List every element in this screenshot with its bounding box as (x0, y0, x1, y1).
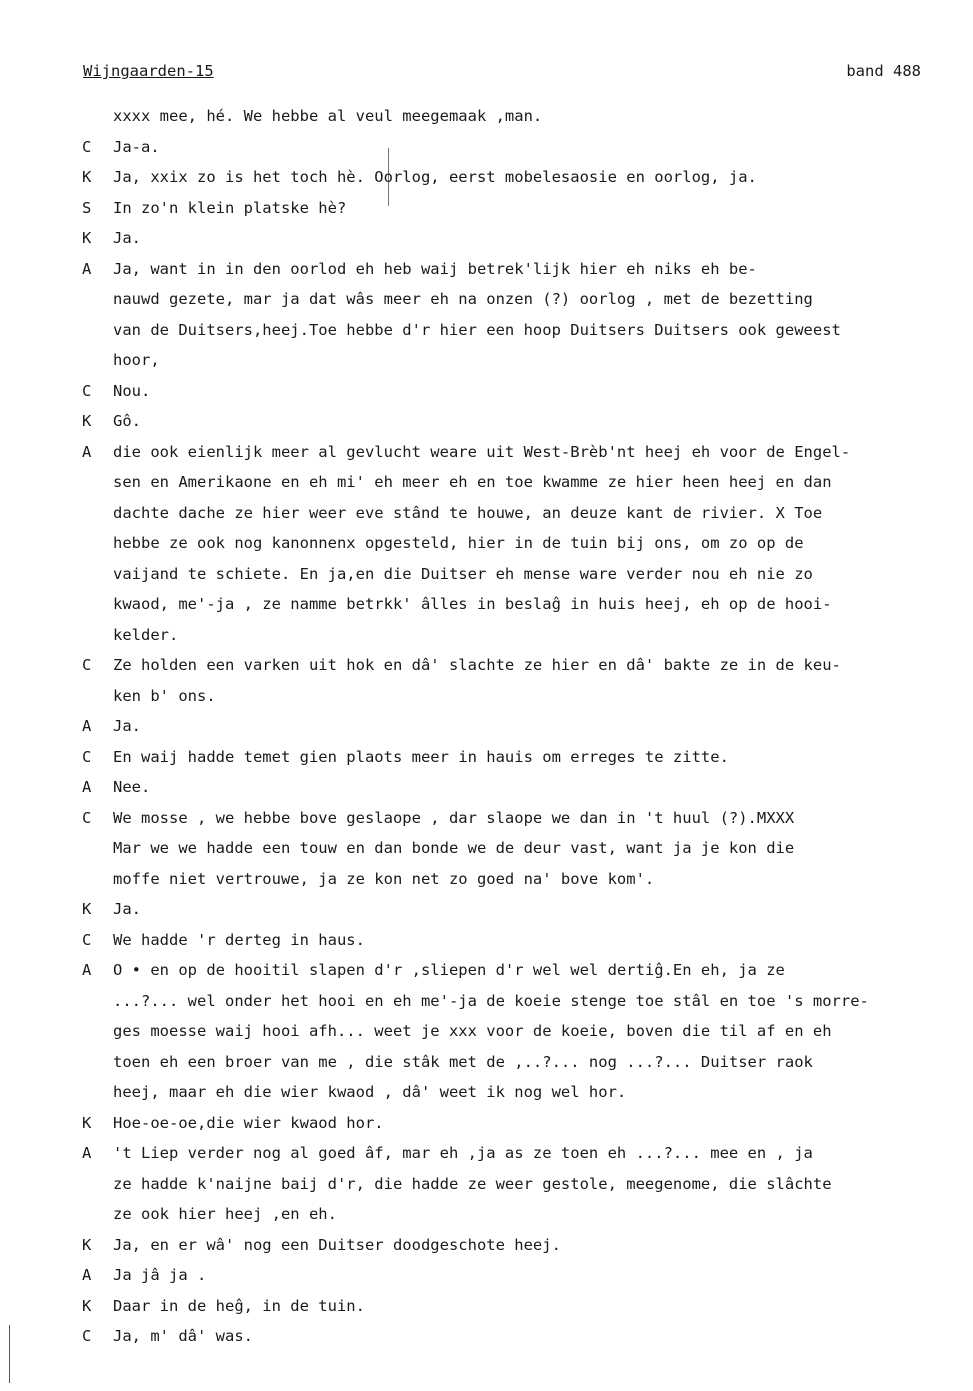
transcript-turn (82, 803, 962, 895)
utterance-line: xxxx mee, hé. We hebbe al veul meegemaak ,man. (113, 107, 543, 125)
utterance-line: We hadde 'r derteg in haus. (113, 930, 365, 949)
utterance (113, 1291, 962, 1322)
utterance-line: hebbe ze ook nog kanonnenx opgesteld, hier in de tuin bij ons, om zo op de (113, 534, 804, 552)
utterance-line: kwaod, me'-ja , ze namme betrkk' âlles in beslaĝ in huis heej, eh op de hooi- (113, 595, 832, 613)
utterance (113, 711, 962, 742)
transcript-turn (82, 406, 962, 437)
transcript-turn (82, 1321, 962, 1352)
utterance (113, 437, 962, 651)
transcript-turn (82, 254, 962, 376)
speaker-label: A (82, 1144, 92, 1162)
page-header (83, 62, 921, 86)
utterance-line: Gô. (113, 412, 141, 430)
utterance-line: Ja, en er wâ' nog een Duitser doodgeschote heej. (113, 1235, 561, 1254)
utterance-line: Ja, m' dâ' was. (113, 1327, 253, 1345)
speaker-label (82, 101, 113, 132)
transcript-turn (82, 1108, 962, 1139)
utterance-line: Ja, want in in den oorlod eh heb waij betrek'lijk hier eh niks eh be- (113, 259, 757, 278)
speaker-label: K (82, 900, 92, 918)
utterance (113, 223, 962, 254)
speaker-label: A (82, 259, 92, 278)
utterance-line: kelder. (113, 625, 179, 644)
utterance (113, 1230, 962, 1261)
utterance (113, 254, 962, 376)
utterance-line: We mosse , we hebbe bove geslaope , dar slaope we dan in 't huul (?).MXXX (113, 808, 795, 827)
utterance-line: Ja. (113, 900, 141, 918)
utterance-line: dachte dache ze hier weer eve stând te houwe, an deuze kant de rivier. X Toe (113, 503, 823, 522)
utterance (113, 406, 962, 437)
transcript-turn (82, 193, 962, 224)
utterance (113, 650, 962, 711)
transcript-turn (82, 1260, 962, 1291)
speaker-label: C (82, 747, 92, 766)
transcript-turn (82, 1230, 962, 1261)
utterance (113, 101, 962, 132)
speaker-label: A (82, 1266, 92, 1284)
utterance-line: 't Liep verder nog al goed âf, mar eh ,ja as ze toen eh ...?... mee en , ja (113, 1144, 813, 1162)
transcript-turn (82, 376, 962, 407)
transcript-turn (82, 132, 962, 163)
speaker-label: K (82, 412, 92, 430)
transcript-turn (82, 955, 962, 1108)
transcript-turn (82, 437, 962, 651)
transcript-turn (82, 772, 962, 803)
utterance (113, 742, 962, 773)
utterance (113, 193, 962, 224)
utterance-line: Ja, xxix zo is het toch hè. Oorlog, eerst mobelesaosie en oorlog, ja. (113, 168, 757, 186)
speaker-label: C (82, 808, 92, 827)
utterance-line: O • en op de hooitil slapen d'r ,sliepen d'r wel wel dertiĝ.En eh, ja ze (113, 961, 785, 979)
speaker-label: A (82, 961, 92, 979)
speaker-label: A (82, 717, 92, 735)
utterance-line: die ook eienlijk meer al gevlucht weare uit West-Brèb'nt heej eh voor de Engel- (113, 442, 851, 461)
utterance (113, 376, 962, 407)
speaker-label: A (82, 778, 92, 796)
document-title: Wijngaarden-15 (83, 62, 214, 80)
utterance-line: Hoe-oe-oe,die wier kwaod hor. (113, 1113, 384, 1132)
utterance (113, 1138, 962, 1230)
transcript (82, 101, 962, 1352)
utterance-line: ken b' ons. (113, 686, 216, 705)
utterance (113, 1260, 962, 1291)
utterance-line: vaijand te schiete. En ja,en die Duitser eh mense ware verder nou eh nie zo (113, 564, 813, 583)
utterance-line: toen eh een broer van me , die stâk met de ,..?... nog ...?... Duitser raok (113, 1052, 813, 1071)
utterance-line: Ja jâ ja . (113, 1266, 207, 1284)
band-number: band 488 (846, 62, 921, 80)
transcript-turn (82, 650, 962, 711)
utterance-line: Ja. (113, 229, 141, 247)
utterance-line: heej, maar eh die wier kwaod , dâ' weet ik nog wel hor. (113, 1083, 627, 1101)
utterance-line: Ja. (113, 717, 141, 735)
speaker-label: C (82, 930, 92, 949)
utterance-line: En waij hadde temet gien plaots meer in hauis om erreges te zitte. (113, 747, 729, 766)
speaker-label: A (82, 442, 92, 461)
utterance (113, 1321, 962, 1352)
utterance-line: ze ook hier heej ,en eh. (113, 1205, 337, 1223)
utterance-line: Mar we we hadde een touw en dan bonde we de deur vast, want ja je kon die (113, 839, 795, 857)
transcript-turn (82, 742, 962, 773)
transcript-turn (82, 1291, 962, 1322)
transcript-turn (82, 894, 962, 925)
utterance-line: hoor, (113, 351, 160, 369)
utterance-line: Nee. (113, 778, 151, 796)
utterance (113, 1108, 962, 1139)
speaker-label: K (82, 168, 92, 186)
utterance (113, 955, 962, 1108)
utterance-line: Ja-a. (113, 137, 160, 156)
utterance (113, 925, 962, 956)
transcript-turn (82, 711, 962, 742)
transcript-turn (82, 925, 962, 956)
utterance-line: Daar in de heĝ, in de tuin. (113, 1296, 365, 1315)
utterance-line: Nou. (113, 381, 151, 400)
utterance (113, 894, 962, 925)
speaker-label: K (82, 229, 92, 247)
utterance (113, 803, 962, 895)
speaker-label: C (82, 381, 92, 400)
transcript-turn (82, 1138, 962, 1230)
speaker-label: S (82, 198, 92, 217)
utterance-line: In zo'n klein platske hè? (113, 198, 347, 217)
speaker-label: C (82, 656, 92, 674)
margin-rule (9, 1325, 10, 1383)
speaker-label: K (82, 1113, 92, 1132)
utterance-line: ges moesse waij hooi afh... weet je xxx voor de koeie, boven die til af en eh (113, 1022, 832, 1040)
utterance (113, 162, 962, 193)
transcript-turn (82, 101, 962, 132)
speaker-label: C (82, 137, 92, 156)
speaker-label: K (82, 1296, 92, 1315)
utterance (113, 772, 962, 803)
utterance-line: van de Duitsers,heej.Toe hebbe d'r hier een hoop Duitsers Duitsers ook geweest (113, 320, 841, 339)
speaker-label: C (82, 1327, 92, 1345)
utterance-line: ...?... wel onder het hooi en eh me'-ja de koeie stenge toe stâl en toe 's morre- (113, 991, 869, 1010)
utterance-line: ze hadde k'naijne baij d'r, die hadde ze weer gestole, meegenome, die slâchte (113, 1174, 832, 1193)
utterance-line: sen en Amerikaone en eh mi' eh meer eh en toe kwamme ze hier heen heej en dan (113, 473, 832, 491)
utterance (113, 132, 962, 163)
utterance-line: Ze holden een varken uit hok en dâ' slachte ze hier en dâ' bakte ze in de keu- (113, 656, 841, 674)
utterance-line: nauwd gezete, mar ja dat wâs meer eh na onzen (?) oorlog , met de bezetting (113, 290, 813, 308)
utterance-line: moffe niet vertrouwe, ja ze kon net zo goed na' bove kom'. (113, 869, 655, 888)
transcript-turn (82, 162, 962, 193)
speaker-label: K (82, 1235, 92, 1254)
transcript-turn (82, 223, 962, 254)
